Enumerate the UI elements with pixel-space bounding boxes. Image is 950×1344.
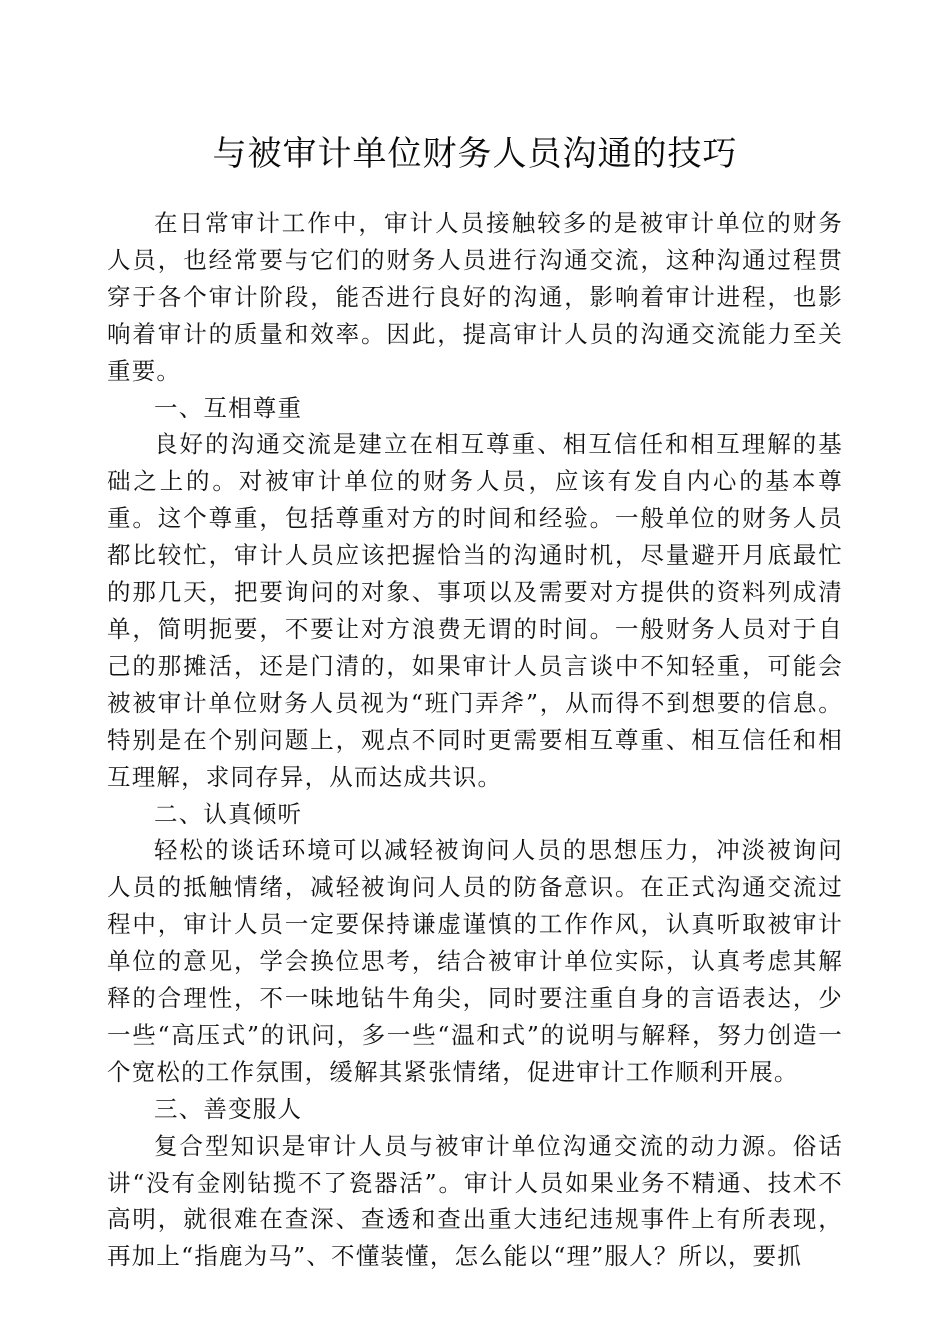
section-heading-2: 二、认真倾听 (154, 799, 303, 828)
section-heading-1: 一、互相尊重 (154, 393, 303, 422)
document-title: 与被审计单位财务人员沟通的技巧 (212, 134, 738, 174)
section-paragraph-1: 良好的沟通交流是建立在相互尊重、相互信任和相互理解的基础之上的。对被审计单位的财务人员，应该有发自内心的基本尊重。这个尊重，包括尊重对方的时间和经验。一般单位的财务人员都比较忙，审计人员应该把握恰当的沟通时机，尽量避开月底最忙的那几天，把要询问的对象、事项以及需要对方提供的资料列成清单，简明扼要，不要让对方浪费无谓的时间。一般财务人员对于自己的那摊活，还是门清的，如果审计人员言谈中不知轻重，可能会被被审计单位财务人员视为“班门弄斧”，从而得不到想要的信息。特别是在个别问题上，观点不同时更需要相互尊重、相互信任和相互理解，求同存异，从而达成共识。 (107, 430, 843, 791)
intro-paragraph: 在日常审计工作中，审计人员接触较多的是被审计单位的财务人员，也经常要与它们的财务人员进行沟通交流，这种沟通过程贯穿于各个审计阶段，能否进行良好的沟通，影响着审计进程，也影响着审计的质量和效率。因此，提高审计人员的沟通交流能力至关重要。 (107, 209, 843, 385)
section-paragraph-3: 复合型知识是审计人员与被审计单位沟通交流的动力源。俗话讲“没有金刚钻揽不了瓷器活”。审计人员如果业务不精通、技术不高明，就很难在查深、查透和查出重大违纪违规事件上有所表现，再加上“指鹿为马”、不懂装懂，怎么能以“理”服人？所以，要抓 (107, 1131, 843, 1271)
document-body (107, 205, 843, 1275)
section-paragraph-2: 轻松的谈话环境可以减轻被询问人员的思想压力，冲淡被询问人员的抵触情绪，减轻被询问人员的防备意识。在正式沟通交流过程中，审计人员一定要保持谦虚谨慎的工作作风，认真听取被审计单位的意见，学会换位思考，结合被审计单位实际，认真考虑其解释的合理性，不一味地钻牛角尖，同时要注重自身的言语表达，少一些“高压式”的讯问，多一些“温和式”的说明与解释，努力创造一个宽松的工作氛围，缓解其紧张情绪，促进审计工作顺利开展。 (107, 836, 843, 1086)
section-heading-3: 三、善变服人 (154, 1094, 303, 1123)
